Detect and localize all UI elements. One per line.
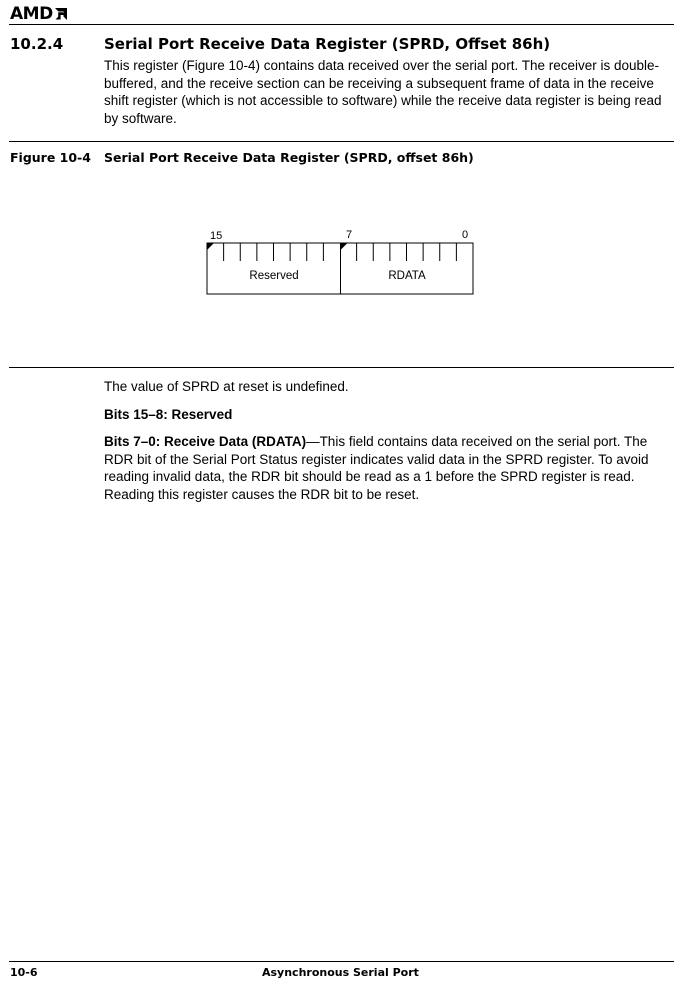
amd-logo xyxy=(10,4,68,24)
figure-label: Figure 10-4 xyxy=(10,150,91,165)
section-title: Serial Port Receive Data Register (SPRD, Offset 86h) xyxy=(104,35,551,53)
bit-label-7: 7 xyxy=(346,229,353,241)
section-number: 10.2.4 xyxy=(10,35,64,53)
figure-bottom-rule xyxy=(9,367,674,368)
register-diagram xyxy=(200,225,490,305)
field-rdata: RDATA xyxy=(388,270,426,282)
reset-text: The value of SPRD at reset is undefined. xyxy=(104,379,349,394)
msb-marker-15 xyxy=(207,243,214,250)
bits-7-0-description xyxy=(104,433,676,503)
figure-top-rule xyxy=(9,141,674,142)
footer-rule xyxy=(9,961,674,962)
amd-arrow-icon xyxy=(54,7,68,21)
header-rule xyxy=(9,24,674,25)
bit-label-0: 0 xyxy=(462,229,469,241)
bits-7-0-text: —This field contains data received on the serial port. The RDR bit of the Serial Port Status register indicates valid data in the SPRD register. To avoid reading invalid data, the RDR bit should be read as a 1 before the SPRD register is read. Reading this register causes the RDR bit to be reset. xyxy=(104,434,649,502)
field-reserved: Reserved xyxy=(249,270,299,282)
page-number: 10-6 xyxy=(10,966,38,979)
bits-7-0-heading: Bits 7–0: Receive Data (RDATA) xyxy=(104,434,307,449)
section-intro: This register (Figure 10-4) contains data received over the serial port. The receiver is double-buffered, and the receive section can be receiving a subsequent frame of data in the receive shift register (which is not accessible to software) while the receive data register is being read by software. xyxy=(104,58,662,126)
bit-label-15: 15 xyxy=(210,230,223,242)
figure-title: Serial Port Receive Data Register (SPRD, offset 86h) xyxy=(104,150,474,165)
msb-marker-7 xyxy=(341,243,348,250)
bits-15-8-heading: Bits 15–8: Reserved xyxy=(104,407,233,422)
chapter-title: Asynchronous Serial Port xyxy=(262,966,419,979)
logo-text: AMD xyxy=(10,4,53,24)
